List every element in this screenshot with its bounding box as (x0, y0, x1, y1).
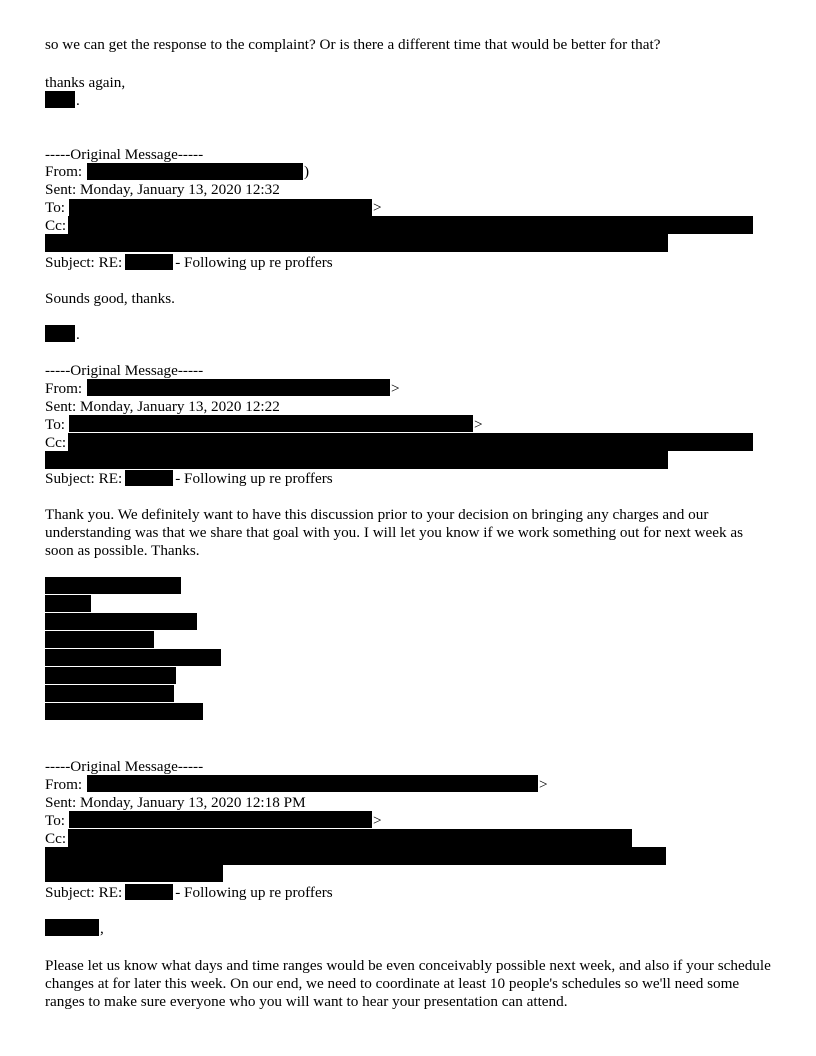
message-body: Please let us know what days and time ranges would be even conceivably possible next week, and also if your schedule changes at for later this week. On our end, we need to coordinate at least 10 people's schedules so we'll need some ranges to make sure everyone who you will want to hear your presentation can attend. (45, 957, 771, 1010)
greeting-comma: , (100, 920, 104, 937)
redaction-signature-line (45, 649, 221, 666)
to-tail: > (373, 199, 382, 216)
cc-label: Cc: (45, 434, 67, 451)
from-tail: > (539, 776, 548, 793)
original-message-header: -----Original Message----- (45, 758, 204, 775)
subject-prefix: Subject: RE: (45, 470, 123, 487)
sent-line: Sent: Monday, January 13, 2020 12:22 (45, 398, 280, 415)
from-tail: ) (304, 163, 310, 180)
subject-suffix: - Following up re proffers (175, 884, 333, 901)
redaction-from (87, 163, 303, 180)
redaction-subject-name (125, 254, 173, 270)
from-tail: > (391, 380, 400, 397)
from-label: From: (45, 776, 83, 793)
to-tail: > (474, 416, 483, 433)
redaction-to (69, 811, 372, 828)
redaction-signature (45, 91, 75, 108)
subject-line (45, 254, 333, 272)
closing-thanks: thanks again, (45, 74, 126, 91)
redaction-cc-continued (45, 451, 668, 469)
to-label: To: (45, 416, 66, 433)
cc-label: Cc: (45, 217, 67, 234)
top-text: so we can get the response to the complaint? Or is there a different time that would be better for that? (45, 36, 661, 53)
redaction-signature (45, 325, 75, 342)
redaction-cc-continued (45, 865, 223, 882)
redaction-signature-line (45, 631, 154, 648)
from-label: From: (45, 380, 83, 397)
original-message-header: -----Original Message----- (45, 362, 204, 379)
redaction-signature-line (45, 667, 176, 684)
redaction-cc-continued (45, 847, 666, 865)
to-tail: > (373, 812, 382, 829)
cc-label: Cc: (45, 830, 67, 847)
redaction-from (87, 775, 538, 792)
message-body: Thank you. We definitely want to have this discussion prior to your decision on bringing any charges and our understanding was that we share that goal with you. I will let you know if we work something out for next week as soon as possible. Thanks. (45, 506, 744, 559)
subject-line (45, 470, 333, 488)
redaction-cc-continued (45, 234, 668, 252)
redaction-signature-line (45, 577, 181, 594)
original-message-header: -----Original Message----- (45, 146, 204, 163)
redaction-to (69, 415, 473, 432)
sent-line: Sent: Monday, January 13, 2020 12:32 (45, 181, 280, 198)
redaction-from (87, 379, 390, 396)
redaction-cc (68, 216, 753, 234)
redaction-to (69, 199, 372, 216)
signature-dot: . (76, 92, 80, 109)
subject-prefix: Subject: RE: (45, 254, 123, 271)
message-body: Sounds good, thanks. (45, 290, 175, 307)
redaction-signature-line (45, 595, 91, 612)
sent-line: Sent: Monday, January 13, 2020 12:18 PM (45, 794, 306, 811)
from-label: From: (45, 163, 83, 180)
redaction-cc (68, 829, 632, 847)
signature-dot: . (76, 326, 80, 343)
redaction-greeting-name (45, 919, 99, 936)
subject-suffix: - Following up re proffers (175, 254, 333, 271)
redaction-cc (68, 433, 753, 451)
to-label: To: (45, 812, 66, 829)
redaction-signature-line (45, 613, 197, 630)
subject-suffix: - Following up re proffers (175, 470, 333, 487)
redaction-subject-name (125, 884, 173, 900)
subject-line (45, 884, 333, 902)
to-label: To: (45, 199, 66, 216)
redaction-signature-line (45, 703, 203, 720)
subject-prefix: Subject: RE: (45, 884, 123, 901)
redaction-signature-line (45, 685, 174, 702)
redaction-subject-name (125, 470, 173, 486)
